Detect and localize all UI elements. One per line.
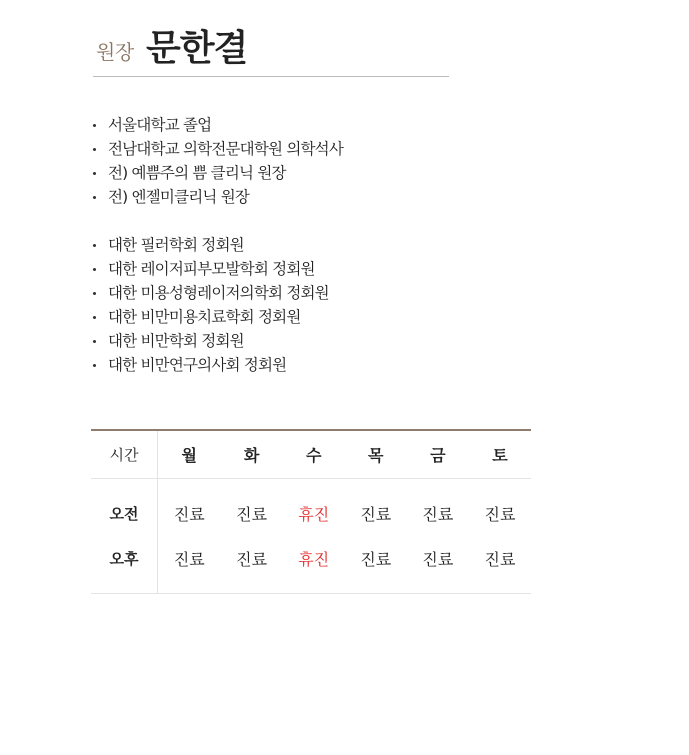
bullet-icon [93,316,96,319]
schedule-cell: 진료 [173,505,205,524]
schedule-cell-closed: 휴진 [283,536,345,594]
education-career-list [91,113,343,209]
bullet-icon [93,292,96,295]
day-header: 금 [407,430,469,479]
row-label: 오전 [91,479,158,537]
bullet-icon [93,364,96,367]
day-header: 토 [469,430,531,479]
schedule-cell: 진료 [484,505,516,524]
bullet-icon [93,244,96,247]
day-header: 목 [345,430,407,479]
membership-list [91,233,329,377]
day-header: 월 [158,430,221,479]
table-row [91,536,531,594]
list-item: 대한 비만미용치료학회 정회원 [91,305,329,329]
schedule-cell: 진료 [221,536,283,594]
list-item: 전) 예쁨주의 쁨 클리닉 원장 [91,161,343,185]
list-item: 대한 레이저피부모발학회 정회원 [91,257,329,281]
schedule-cell: 진료 [422,505,454,524]
table-row [91,479,531,537]
schedule-cell: 진료 [345,536,407,594]
row-label: 오후 [91,536,158,594]
time-header: 시간 [91,430,158,479]
doctor-role: 원장 [96,40,134,64]
doctor-header [93,18,449,77]
day-header: 수 [283,430,345,479]
schedule-header-row [91,430,531,479]
bullet-icon [93,268,96,271]
list-item: 대한 비만학회 정회원 [91,329,329,353]
schedule-cell: 진료 [360,505,392,524]
list-item: 전) 엔젤미클리닉 원장 [91,185,343,209]
schedule-cell: 진료 [469,536,531,594]
bullet-icon [93,148,96,151]
schedule-cell: 진료 [236,505,268,524]
schedule-cell: 진료 [407,536,469,594]
bullet-icon [93,124,96,127]
bullet-icon [93,172,96,175]
list-item: 전남대학교 의학전문대학원 의학석사 [91,137,343,161]
list-item: 서울대학교 졸업 [91,113,343,137]
day-header: 화 [221,430,283,479]
list-item: 대한 필러학회 정회원 [91,233,329,257]
schedule-cell: 진료 [158,536,221,594]
list-item: 대한 미용성형레이저의학회 정회원 [91,281,329,305]
bullet-icon [93,196,96,199]
schedule-cell-closed: 휴진 [298,505,330,524]
schedule-table [91,429,531,594]
doctor-name: 문한결 [146,28,248,69]
bullet-icon [93,340,96,343]
list-item: 대한 비만연구의사회 정회원 [91,353,329,377]
